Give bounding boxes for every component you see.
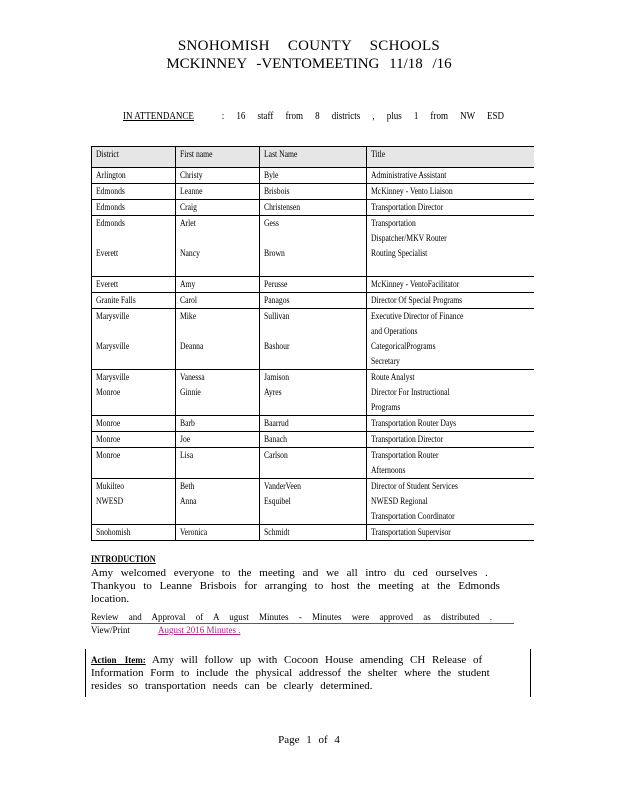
action-item-box: [85, 649, 531, 697]
cell-text: VanderVeen: [264, 481, 302, 491]
cell-last-name: [260, 400, 366, 416]
table-row: [92, 184, 535, 200]
cell-title: [366, 246, 534, 261]
cell-district: [92, 200, 176, 216]
table-row: [92, 385, 535, 400]
cell-first-name: [176, 479, 260, 495]
cell-text: Brown: [264, 248, 286, 258]
table-row: [92, 509, 535, 525]
cell-district: [92, 246, 176, 261]
cell-text: [264, 355, 347, 368]
cell-text: Transportation: [370, 218, 416, 228]
attendance-label: IN ATTENDANCE: [123, 110, 194, 122]
cell-first-name: [176, 184, 260, 200]
table-row: [92, 168, 535, 184]
cell-text: [180, 262, 244, 275]
cell-first-name: [176, 400, 260, 416]
cell-text: [264, 232, 347, 245]
cell-title: [366, 277, 534, 293]
cell-text: Monroe: [96, 418, 121, 428]
cell-text: Transportation Supervisor: [370, 527, 451, 537]
cell-last-name: [260, 200, 366, 216]
cell-district: [92, 479, 176, 495]
cell-text: [180, 464, 244, 477]
cell-text: [180, 401, 244, 414]
cell-text: and Operations: [370, 326, 418, 336]
cell-text: Transportation Router: [370, 450, 439, 460]
table-row: [92, 370, 535, 386]
cell-text: [180, 325, 244, 338]
cell-title: [366, 184, 534, 200]
cell-last-name: [260, 168, 366, 184]
view-print-label: View/Print: [91, 625, 130, 635]
cell-text: CategoricalPrograms: [370, 341, 436, 351]
cell-first-name: [176, 216, 260, 232]
cell-text: Director For Instructional: [370, 387, 450, 397]
cell-last-name: [260, 293, 366, 309]
cell-text: Granite Falls: [96, 295, 136, 305]
cell-last-name: [260, 432, 366, 448]
cell-first-name: [176, 385, 260, 400]
cell-text: [264, 325, 347, 338]
cell-text: [264, 262, 347, 275]
column-header-title: Title: [366, 147, 534, 168]
cell-last-name: [260, 184, 366, 200]
table-row: [92, 479, 535, 495]
cell-last-name: [260, 309, 366, 325]
table-row: [92, 416, 535, 432]
cell-text: Transportation Director: [370, 202, 443, 212]
cell-text: Dispatcher/MKV Router: [370, 233, 447, 243]
table-row: [92, 324, 535, 339]
attendance-table: [91, 146, 534, 541]
cell-first-name: [176, 324, 260, 339]
cell-first-name: [176, 463, 260, 479]
cell-last-name: [260, 370, 366, 386]
table-row: [92, 200, 535, 216]
cell-text: McKinney - Vento Liaison: [370, 186, 453, 196]
cell-district: [92, 525, 176, 541]
table-row: [92, 354, 535, 370]
cell-text: Deanna: [180, 341, 204, 351]
cell-title: [366, 385, 534, 400]
cell-text: Transportation Coordinator: [370, 511, 455, 521]
cell-text: Monroe: [96, 434, 121, 444]
column-header-district: District: [92, 147, 176, 168]
cell-title: [366, 200, 534, 216]
table-row: [92, 400, 535, 416]
cell-text: Secretary: [370, 356, 400, 366]
cell-title: [366, 354, 534, 370]
cell-first-name: [176, 293, 260, 309]
cell-text: Marysville: [96, 341, 130, 351]
cell-text: Everett: [96, 248, 119, 258]
cell-text: Director Of Special Programs: [370, 295, 462, 305]
cell-text: [180, 232, 244, 245]
cell-text: Ayres: [264, 387, 282, 397]
cell-text: Christensen: [264, 202, 301, 212]
cell-title: [366, 400, 534, 416]
cell-district: [92, 432, 176, 448]
cell-first-name: [176, 246, 260, 261]
column-header-last-name: Last Name: [260, 147, 366, 168]
cell-last-name: [260, 231, 366, 246]
cell-last-name: [260, 277, 366, 293]
cell-last-name: [260, 324, 366, 339]
cell-district: [92, 293, 176, 309]
cell-text: Christy: [180, 170, 203, 180]
cell-last-name: [260, 246, 366, 261]
cell-first-name: [176, 261, 260, 277]
attendance-summary: : 16 staff from 8 districts , plus 1 from NW ESD: [221, 110, 505, 122]
table-row: [92, 246, 535, 261]
table-row: [92, 309, 535, 325]
cell-district: [92, 339, 176, 354]
table-header-row: [92, 147, 535, 168]
table-row: [92, 293, 535, 309]
cell-title: [366, 370, 534, 386]
cell-title: [366, 168, 534, 184]
cell-text: Barb: [180, 418, 195, 428]
cell-district: [92, 324, 176, 339]
cell-text: Lisa: [180, 450, 194, 460]
cell-text: Bashour: [264, 341, 290, 351]
cell-district: [92, 416, 176, 432]
cell-district: [92, 184, 176, 200]
cell-text: Perusse: [264, 279, 288, 289]
cell-text: Everett: [96, 279, 119, 289]
cell-text: McKinney - VentoFacilitator: [370, 279, 459, 289]
cell-title: [366, 448, 534, 464]
cell-district: [92, 231, 176, 246]
cell-text: [264, 510, 347, 523]
cell-text: Administrative Assistant: [370, 170, 447, 180]
cell-district: [92, 494, 176, 509]
cell-first-name: [176, 309, 260, 325]
cell-text: [96, 401, 160, 414]
cell-title: [366, 216, 534, 232]
cell-text: Director of Student Services: [370, 481, 458, 491]
cell-text: Gess: [264, 218, 280, 228]
cell-first-name: [176, 354, 260, 370]
cell-text: Jamison: [264, 372, 290, 382]
cell-title: [366, 509, 534, 525]
action-item-label: Action Item:: [91, 655, 146, 665]
cell-text: Executive Director of Finance: [370, 311, 463, 321]
introduction-paragraph: Amy welcomed everyone to the meeting and we all intro du ced ourselves . Thankyou to Leanne Brisbois for arranging to host the meeting at the Edmonds location.: [91, 567, 500, 605]
cell-text: Transportation Router Days: [370, 418, 456, 428]
cell-first-name: [176, 370, 260, 386]
cell-text: Afternoons: [370, 465, 406, 475]
cell-first-name: [176, 525, 260, 541]
august-minutes-link[interactable]: August 2016 Minutes .: [157, 625, 241, 635]
cell-text: Sullivan: [264, 311, 290, 321]
cell-text: Joe: [180, 434, 191, 444]
cell-text: Anna: [180, 496, 197, 506]
view-print-line: [91, 624, 514, 636]
cell-text: [96, 325, 160, 338]
header-organization: SNOHOMISH COUNTY SCHOOLS: [177, 38, 441, 54]
table-row: [92, 216, 535, 232]
cell-district: [92, 261, 176, 277]
table-body: [92, 168, 535, 541]
table-row: [92, 525, 535, 541]
cell-text: [371, 262, 507, 275]
cell-last-name: [260, 525, 366, 541]
table-row: [92, 494, 535, 509]
cell-text: Schmidt: [264, 527, 290, 537]
cell-title: [366, 339, 534, 354]
cell-text: Nancy: [180, 248, 200, 258]
cell-first-name: [176, 509, 260, 525]
cell-last-name: [260, 463, 366, 479]
cell-district: [92, 448, 176, 464]
cell-title: [366, 309, 534, 325]
cell-district: [92, 509, 176, 525]
cell-text: Monroe: [96, 387, 121, 397]
cell-first-name: [176, 432, 260, 448]
cell-text: Monroe: [96, 450, 121, 460]
cell-text: Routing Specialist: [370, 248, 427, 258]
cell-district: [92, 309, 176, 325]
table-row: [92, 432, 535, 448]
introduction-heading: INTRODUCTION: [91, 555, 156, 565]
cell-title: [366, 494, 534, 509]
cell-title: [366, 231, 534, 246]
cell-text: Ginnie: [180, 387, 201, 397]
cell-text: Craig: [180, 202, 197, 212]
cell-last-name: [260, 261, 366, 277]
cell-last-name: [260, 354, 366, 370]
cell-text: [180, 355, 244, 368]
page-number: Page 1 of 4: [278, 734, 340, 746]
cell-last-name: [260, 479, 366, 495]
cell-text: [96, 262, 160, 275]
cell-text: [264, 464, 347, 477]
cell-text: Carlson: [264, 450, 289, 460]
cell-first-name: [176, 448, 260, 464]
cell-first-name: [176, 168, 260, 184]
cell-text: Programs: [370, 402, 400, 412]
cell-last-name: [260, 339, 366, 354]
cell-text: Esquibel: [264, 496, 292, 506]
cell-text: Mukilteo: [96, 481, 125, 491]
cell-title: [366, 525, 534, 541]
header-meeting-title: MCKINNEY -VENTOMEETING 11/18 /16: [166, 56, 452, 72]
cell-text: Baarrud: [264, 418, 290, 428]
cell-text: [264, 401, 347, 414]
cell-text: [96, 510, 160, 523]
cell-district: [92, 463, 176, 479]
cell-district: [92, 277, 176, 293]
cell-text: Carol: [180, 295, 197, 305]
cell-text: Snohomish: [96, 527, 131, 537]
cell-text: Marysville: [96, 311, 130, 321]
cell-title: [366, 261, 534, 277]
cell-text: Arlet: [180, 218, 196, 228]
cell-title: [366, 324, 534, 339]
cell-text: Transportation Director: [370, 434, 443, 444]
cell-first-name: [176, 339, 260, 354]
cell-text: [180, 510, 244, 523]
cell-text: Brisbois: [264, 186, 290, 196]
cell-title: [366, 432, 534, 448]
table-row: [92, 277, 535, 293]
cell-text: Marysville: [96, 372, 130, 382]
cell-last-name: [260, 385, 366, 400]
table-row: [92, 463, 535, 479]
cell-last-name: [260, 494, 366, 509]
cell-text: Edmonds: [96, 202, 125, 212]
cell-text: [96, 464, 160, 477]
cell-first-name: [176, 200, 260, 216]
cell-text: Panagos: [264, 295, 290, 305]
action-item-text: Amy will follow up with Cocoon House amending CH Release of Information Form to include the physical addressof the shelter where the student resides so transportation needs can be clearly determined.: [91, 654, 490, 692]
cell-text: Banach: [264, 434, 288, 444]
cell-last-name: [260, 216, 366, 232]
cell-district: [92, 168, 176, 184]
cell-title: [366, 479, 534, 495]
review-approval-line: Review and Approval of A ugust Minutes - Minutes were approved as distributed .: [91, 611, 514, 624]
review-approval-section: [91, 611, 514, 636]
table-row: [92, 339, 535, 354]
cell-text: Mike: [180, 311, 197, 321]
cell-district: [92, 400, 176, 416]
cell-district: [92, 354, 176, 370]
cell-district: [92, 370, 176, 386]
cell-text: Veronica: [180, 527, 208, 537]
attendance-line: [123, 110, 504, 122]
cell-text: Route Analyst: [370, 372, 415, 382]
cell-last-name: [260, 448, 366, 464]
action-item-text-block: [91, 654, 521, 693]
cell-first-name: [176, 416, 260, 432]
cell-title: [366, 293, 534, 309]
cell-title: [366, 416, 534, 432]
cell-last-name: [260, 416, 366, 432]
cell-text: [96, 232, 160, 245]
column-header-first-name: First name: [176, 147, 260, 168]
cell-district: [92, 216, 176, 232]
cell-text: [96, 355, 160, 368]
cell-text: Beth: [180, 481, 195, 491]
cell-text: Arlington: [96, 170, 126, 180]
cell-text: Edmonds: [96, 186, 125, 196]
table-row: [92, 231, 535, 246]
cell-first-name: [176, 494, 260, 509]
cell-last-name: [260, 509, 366, 525]
cell-text: NWESD Regional: [370, 496, 428, 506]
table-row: [92, 261, 535, 277]
cell-text: NWESD: [96, 496, 124, 506]
table-row: [92, 448, 535, 464]
cell-text: Amy: [180, 279, 196, 289]
cell-text: Leanne: [180, 186, 203, 196]
cell-text: Byle: [264, 170, 279, 180]
cell-text: Edmonds: [96, 218, 125, 228]
cell-district: [92, 385, 176, 400]
cell-text: Vanessa: [180, 372, 205, 382]
cell-first-name: [176, 277, 260, 293]
cell-title: [366, 463, 534, 479]
cell-first-name: [176, 231, 260, 246]
